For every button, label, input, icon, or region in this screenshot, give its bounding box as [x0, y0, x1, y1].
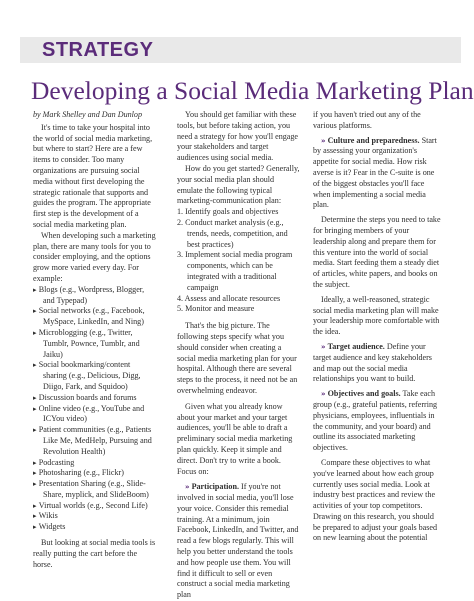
tools-bullet-list — [33, 285, 156, 533]
list-item: ▸ Discussion boards and forums — [33, 392, 137, 402]
list-item: ▸ Widgets — [33, 522, 66, 532]
list-item: 1. Identify goals and objectives — [177, 207, 279, 217]
list-item: ▸ Podcasting — [33, 457, 75, 467]
arrow-bullet-icon: ▸ — [33, 426, 39, 435]
list-item: 2. Conduct market analysis (e.g., trends, needs, competition, and best practices) — [177, 217, 288, 249]
arrow-bullet-icon: ▸ — [33, 501, 39, 510]
list-item: ▸ Social networks (e.g., Facebook, MySpace, LinkedIn, and Ning) — [33, 306, 145, 327]
target-text: Define your target audience and key stakeholders and map out the social media relationships you want to build. — [313, 341, 432, 384]
arrow-bullet-icon: ▸ — [33, 404, 39, 413]
col1-paragraph-1: It's time to take your hospital into the world of social media marketing, but where to start? Here are a few items to consider. Too many organizations are pursuing social media without first developing the strategic rationale that supports and guides the program. The appropriate first step is the development of a social media marketing plan. — [33, 122, 153, 229]
col3-paragraph-2: Determine the steps you need to take for bringing members of your leadership along and prepare them for this venture into the world of social media. Start feeding them a steady diet of articles, white papers, and books on the subject. — [313, 215, 441, 289]
target-heading: Target audience. — [327, 341, 385, 351]
list-item: ▸ Online video (e.g., YouTube and ICYou video) — [33, 403, 145, 424]
column-2 — [177, 110, 300, 601]
double-chevron-icon: » — [185, 483, 190, 492]
col2-paragraph-1: You should get familiar with these tools, but before taking action, you need a strategy for how you'll engage your stakeholders and target audiences using social media. — [177, 110, 299, 163]
article-title: Developing a Social Media Marketing Plan — [31, 76, 474, 105]
culture-text: Start by assessing your organization's appetite for social media. How risk averse is it? Fear in the C-suite is one of the biggest obstacles you'll face when implementing a social media plan. — [313, 135, 437, 210]
participation-text: If you're not involved in social media, you'll lose your voice. Consider this remedial training. At a minimum, join Facebook, LinkedIn, and Twitter, and read a few blogs regularly. This will help you better understand the tools and how people use them. You will find it difficult to sell or even construct a social media marketing plan — [177, 482, 299, 600]
arrow-bullet-icon: ▸ — [33, 469, 39, 478]
double-chevron-icon: » — [321, 136, 326, 145]
col2-paragraph-4: Given what you already know about your market and your target audiences, you'll be able to draft a preliminary social media marketing plan quickly. Keep it simple and direct. Don't try to write a book. Focus on: — [177, 401, 293, 476]
arrow-bullet-icon: ▸ — [33, 523, 39, 532]
culture-heading: Culture and preparedness. — [327, 135, 420, 145]
target-paragraph — [313, 342, 441, 385]
plan-steps-list — [177, 207, 300, 315]
double-chevron-icon: » — [321, 342, 326, 351]
arrow-bullet-icon: ▸ — [33, 480, 39, 489]
list-item: ▸ Microblogging (e.g., Twitter, Tumblr, Pownce, Tumblr, and Jaiku) — [33, 327, 140, 359]
list-item: 5. Monitor and measure — [177, 304, 255, 314]
goals-paragraph — [313, 389, 441, 454]
column-3 — [313, 110, 441, 544]
arrow-bullet-icon: ▸ — [33, 361, 39, 370]
goals-text: Take each group (e.g., grateful patients, referring physicians, employees, influentials in the community, and your board) and outline its associated marketing objectives. — [313, 389, 438, 453]
column-1 — [33, 110, 156, 570]
arrow-bullet-icon: ▸ — [33, 458, 39, 467]
section-label: STRATEGY — [42, 39, 154, 61]
col2-paragraph-3: That's the big picture. The following steps specify what you should consider when creating a social media marketing plan for your hospital. Although there are several steps to the process, it need not be an overwhelming endeavor. — [177, 321, 298, 395]
col1-paragraph-2: When developing such a marketing plan, there are many tools for you to consider employing, and the options grow more varied every day. For example: — [33, 230, 156, 283]
col3-paragraph-1: if you haven't tried out any of the various platforms. — [313, 110, 421, 130]
col3-paragraph-3: Ideally, a well-reasoned, strategic social media marketing plan will make your leadership more comfortable with the idea. — [313, 294, 440, 337]
double-chevron-icon: » — [321, 390, 326, 399]
list-item: 4. Assess and allocate resources — [177, 293, 281, 303]
byline: by Mark Shelley and Dan Dunlop — [33, 110, 143, 119]
arrow-bullet-icon: ▸ — [33, 285, 39, 294]
list-item: ▸ Photosharing (e.g., Flickr) — [33, 468, 124, 478]
list-item: ▸ Blogs (e.g., Wordpress, Blogger, and Typepad) — [33, 284, 145, 305]
arrow-bullet-icon: ▸ — [33, 328, 39, 337]
list-item: ▸ Virtual worlds (e.g., Second Life) — [33, 500, 148, 510]
participation-heading: Participation. — [191, 482, 239, 492]
list-item: ▸ Presentation Sharing (e.g., Slide-Share, myplick, and SlideBoom) — [33, 479, 149, 499]
arrow-bullet-icon: ▸ — [33, 393, 39, 402]
list-item: ▸ Wikis — [33, 511, 58, 521]
col2-paragraph-2: How do you get started? Generally, your social media plan should emulate the following typical marketing-communication plan: — [177, 163, 300, 206]
arrow-bullet-icon: ▸ — [33, 512, 39, 521]
list-item: ▸ Patient communities (e.g., Patients Like Me, MedHelp, Pursuing and Revolution Health) — [33, 425, 152, 456]
col1-paragraph-3: But looking at social media tools is really putting the cart before the horse. — [33, 538, 156, 569]
col3-paragraph-4: Compare these objectives to what you've learned about how each group currently uses social media. Look at industry best practices and review the activities of your top competitors. Drawing on this research, you should be prepared to adjust your goals based on new learning about the potential — [313, 457, 438, 543]
culture-paragraph — [313, 136, 441, 212]
list-item: ▸ Social bookmarking/content sharing (e.g., Delicious, Digg, Diigo, Fark, and Squidoo) — [33, 360, 141, 391]
participation-paragraph — [177, 482, 300, 601]
arrow-bullet-icon: ▸ — [33, 307, 39, 316]
goals-heading: Objectives and goals. — [327, 389, 401, 399]
list-item: 3. Implement social media program components, which can be integrated with a traditional campaign — [177, 250, 293, 292]
